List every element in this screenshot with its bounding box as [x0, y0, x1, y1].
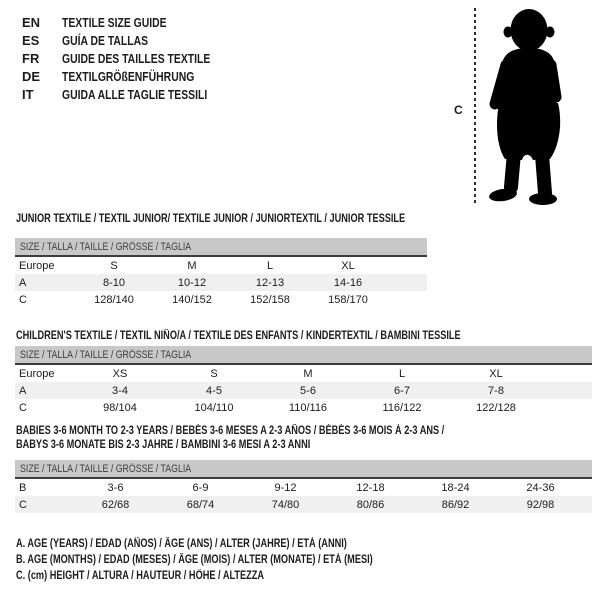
value-cell — [387, 274, 427, 291]
table-row — [15, 274, 427, 291]
value-cell: M — [303, 367, 313, 380]
value-cell — [543, 364, 592, 382]
lang-code: IT — [22, 87, 34, 102]
guide-title: TEXTILE SIZE GUIDE — [62, 15, 167, 30]
table-row — [15, 382, 592, 399]
title-line: BABYS 3-6 MONATE BIS 2-3 JAHRE / BAMBINI 3-6 MESI A 2-3 ANNI — [16, 439, 311, 451]
value-cell: 140/152 — [172, 293, 212, 306]
value-cell — [543, 382, 592, 399]
table-row — [15, 364, 592, 382]
value-cell: 12-18 — [356, 481, 385, 494]
title-line: JUNIOR TEXTILE / TEXTIL JUNIOR/ TEXTILE JUNIOR / JUNIORTEXTIL / JUNIOR TESSILE — [16, 213, 406, 225]
value-cell: 24-36 — [526, 481, 555, 494]
value-cell: 68/74 — [186, 498, 215, 511]
lang-code: DE — [22, 69, 41, 84]
size-table-grid — [15, 346, 592, 416]
table-row — [15, 399, 592, 416]
value-cell: XL — [341, 259, 355, 272]
value-cell: 104/110 — [194, 401, 234, 414]
value-cell: 10-12 — [177, 276, 207, 289]
legend-line-c: C. (cm) HEIGHT / ALTURA / HAUTEUR / HÖHE / ALTEZZA — [16, 570, 265, 582]
row-label-cell: Europe — [19, 259, 55, 272]
children-table-title — [16, 329, 572, 343]
lang-code: FR — [22, 51, 40, 66]
lang-row-es — [22, 32, 247, 50]
size-header-bar: SIZE / TALLA / TAILLE / GRÖSSE / TAGLIA — [15, 238, 427, 256]
legend-line-a: A. AGE (YEARS) / EDAD (AÑOS) / ÂGE (ANS) / ALTER (JAHRE) / ETÀ (ANNI) — [16, 538, 347, 550]
value-cell: 7-8 — [488, 384, 504, 397]
height-measure-label: C — [454, 103, 463, 117]
value-cell: 86/92 — [441, 498, 470, 511]
value-cell: XL — [489, 367, 503, 380]
value-cell: 122/128 — [476, 401, 516, 414]
table-row — [15, 256, 427, 274]
value-cell: 12-13 — [255, 276, 285, 289]
lang-row-de — [22, 68, 247, 86]
row-label-cell: B — [19, 481, 27, 494]
table-row — [15, 291, 427, 308]
lang-code: EN — [22, 15, 41, 30]
row-label-cell: C — [19, 498, 27, 511]
value-cell — [387, 256, 427, 274]
value-cell: 74/80 — [271, 498, 300, 511]
language-title-list — [22, 14, 247, 104]
value-cell: 110/116 — [288, 401, 328, 414]
size-table-grid — [15, 238, 427, 308]
value-cell — [543, 399, 592, 416]
value-cell: 62/68 — [101, 498, 130, 511]
value-cell: 6-9 — [192, 481, 209, 494]
value-cell: L — [398, 367, 406, 380]
value-cell: 9-12 — [274, 481, 297, 494]
value-cell: 5-6 — [300, 384, 316, 397]
value-cell: 80/86 — [356, 498, 385, 511]
junior-table-title — [16, 212, 502, 226]
size-header-bar: SIZE / TALLA / TAILLE / GRÖSSE / TAGLIA — [15, 460, 592, 478]
value-cell: S — [210, 367, 218, 380]
table-row — [15, 496, 592, 513]
value-cell: 98/104 — [103, 401, 137, 414]
row-label-cell: C — [19, 293, 27, 306]
babies-size-table — [15, 460, 592, 513]
height-measure-dotted-line — [474, 8, 476, 206]
junior-size-table — [15, 238, 427, 308]
value-cell: 152/158 — [250, 293, 290, 306]
guide-title: GUIDA ALLE TAGLIE TESSILI — [62, 87, 208, 102]
value-cell — [583, 496, 592, 513]
value-cell: XS — [112, 367, 128, 380]
value-cell: 3-6 — [107, 481, 124, 494]
children-size-table — [15, 346, 592, 416]
legend-line-b: B. AGE (MONTHS) / EDAD (MESES) / ÂGE (MOIS) / ALTER (MONATE) / ETÀ (MESI) — [16, 554, 373, 566]
lang-row-it — [22, 86, 247, 104]
value-cell: 92/98 — [526, 498, 555, 511]
value-cell: 6-7 — [394, 384, 410, 397]
value-cell: 158/170 — [328, 293, 368, 306]
measure-legend — [16, 536, 462, 584]
lang-row-fr — [22, 50, 247, 68]
value-cell: L — [266, 259, 274, 272]
lang-row-en — [22, 14, 247, 32]
value-cell: 3-4 — [112, 384, 128, 397]
value-cell: 128/140 — [94, 293, 134, 306]
row-label-cell: A — [19, 384, 27, 397]
guide-title: GUÍA DE TALLAS — [62, 33, 149, 48]
value-cell — [583, 478, 592, 496]
size-table-grid — [15, 460, 592, 513]
value-cell — [387, 291, 427, 308]
value-cell: S — [110, 259, 118, 272]
row-label-cell: C — [19, 401, 27, 414]
value-cell: 14-16 — [333, 276, 363, 289]
babies-table-title — [16, 424, 551, 452]
value-cell: 4-5 — [206, 384, 222, 397]
value-cell: 116/122 — [382, 401, 422, 414]
row-label-cell: Europe — [19, 367, 55, 380]
table-row — [15, 478, 592, 496]
toddler-silhouette-icon — [486, 5, 578, 205]
guide-title: TEXTILGRÖßENFÜHRUNG — [62, 69, 195, 84]
title-line: CHILDREN'S TEXTILE / TEXTIL NIÑO/A / TEXTILE DES ENFANTS / KINDERTEXTIL / BAMBINI TESSILE — [16, 330, 461, 342]
value-cell: M — [187, 259, 197, 272]
size-header-bar: SIZE / TALLA / TAILLE / GRÖSSE / TAGLIA — [15, 346, 592, 364]
value-cell: 8-10 — [102, 276, 126, 289]
lang-code: ES — [22, 33, 40, 48]
title-line: BABIES 3-6 MONTH TO 2-3 YEARS / BEBÉS 3-6 MESES A 2-3 AÑOS / BÉBÉS 3-6 MOIS À 2-3 ANS / — [16, 425, 445, 437]
guide-title: GUIDE DES TAILLES TEXTILE — [62, 51, 211, 66]
row-label-cell: A — [19, 276, 27, 289]
value-cell: 18-24 — [441, 481, 470, 494]
